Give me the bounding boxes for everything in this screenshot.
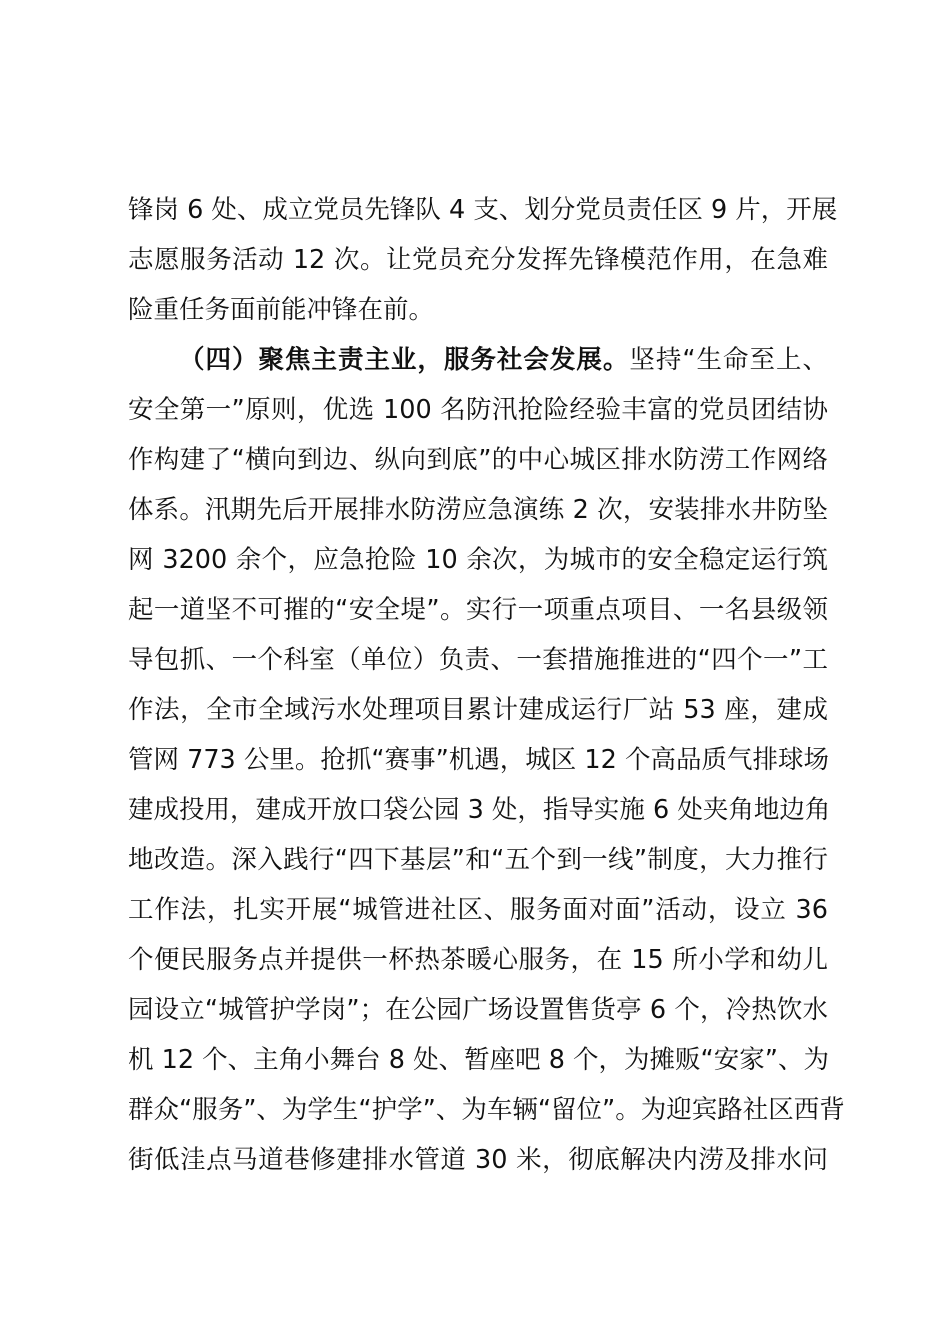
paragraph-line: 地改造。深入践行“四下基层”和“五个到一线”制度，大力推行 <box>128 845 828 875</box>
paragraph-line: 机 12 个、主角小舞台 8 处、暂座吧 8 个，为摊贩“安家”、为 <box>128 1045 829 1075</box>
paragraph-line: 管网 773 公里。抢抓“赛事”机遇，城区 12 个高品质气排球场 <box>128 745 829 775</box>
paragraph-line: 建成投用，建成开放口袋公园 3 处，指导实施 6 处夹角地边角 <box>128 795 831 825</box>
heading-line-rest: 坚持“生命至上、 <box>629 345 828 375</box>
paragraph-line: 网 3200 余个，应急抢险 10 余次，为城市的安全稳定运行筑 <box>128 545 828 575</box>
body-text <box>128 185 845 1185</box>
paragraph-line: 导包抓、一个科室（单位）负责、一套措施推进的“四个一”工 <box>128 645 828 675</box>
paragraph-line: 工作法，扎实开展“城管进社区、服务面对面”活动，设立 36 <box>128 895 828 925</box>
paragraph-line: 志愿服务活动 12 次。让党员充分发挥先锋模范作用，在急难 <box>128 245 828 275</box>
paragraph-line: 街低洼点马道巷修建排水管道 30 米，彻底解决内涝及排水问 <box>128 1145 828 1175</box>
paragraph-line: 个便民服务点并提供一杯热茶暖心服务，在 15 所小学和幼儿 <box>128 945 828 975</box>
paragraph-line: 起一道坚不可摧的“安全堤”。实行一项重点项目、一名县级领 <box>128 595 828 625</box>
paragraph-line: 安全第一”原则，优选 100 名防汛抢险经验丰富的党员团结协 <box>128 395 828 425</box>
paragraph-heading-line <box>128 335 828 385</box>
paragraph-line: 锋岗 6 处、成立党员先锋队 4 支、划分党员责任区 9 片，开展 <box>128 195 838 225</box>
paragraph-line: 作构建了“横向到边、纵向到底”的中心城区排水防涝工作网络 <box>128 445 828 475</box>
paragraph-line: 体系。汛期先后开展排水防涝应急演练 2 次，安装排水井防坠 <box>128 495 828 525</box>
paragraph-line: 险重任务面前能冲锋在前。 <box>128 295 435 325</box>
section-heading: （四）聚焦主责主业，服务社会发展。 <box>179 345 630 375</box>
paragraph-line: 园设立“城管护学岗”；在公园广场设置售货亭 6 个，冷热饮水 <box>128 995 828 1025</box>
paragraph-line: 作法，全市全域污水处理项目累计建成运行厂站 53 座，建成 <box>128 695 828 725</box>
paragraph-line: 群众“服务”、为学生“护学”、为车辆“留位”。为迎宾路社区西背 <box>128 1095 845 1125</box>
